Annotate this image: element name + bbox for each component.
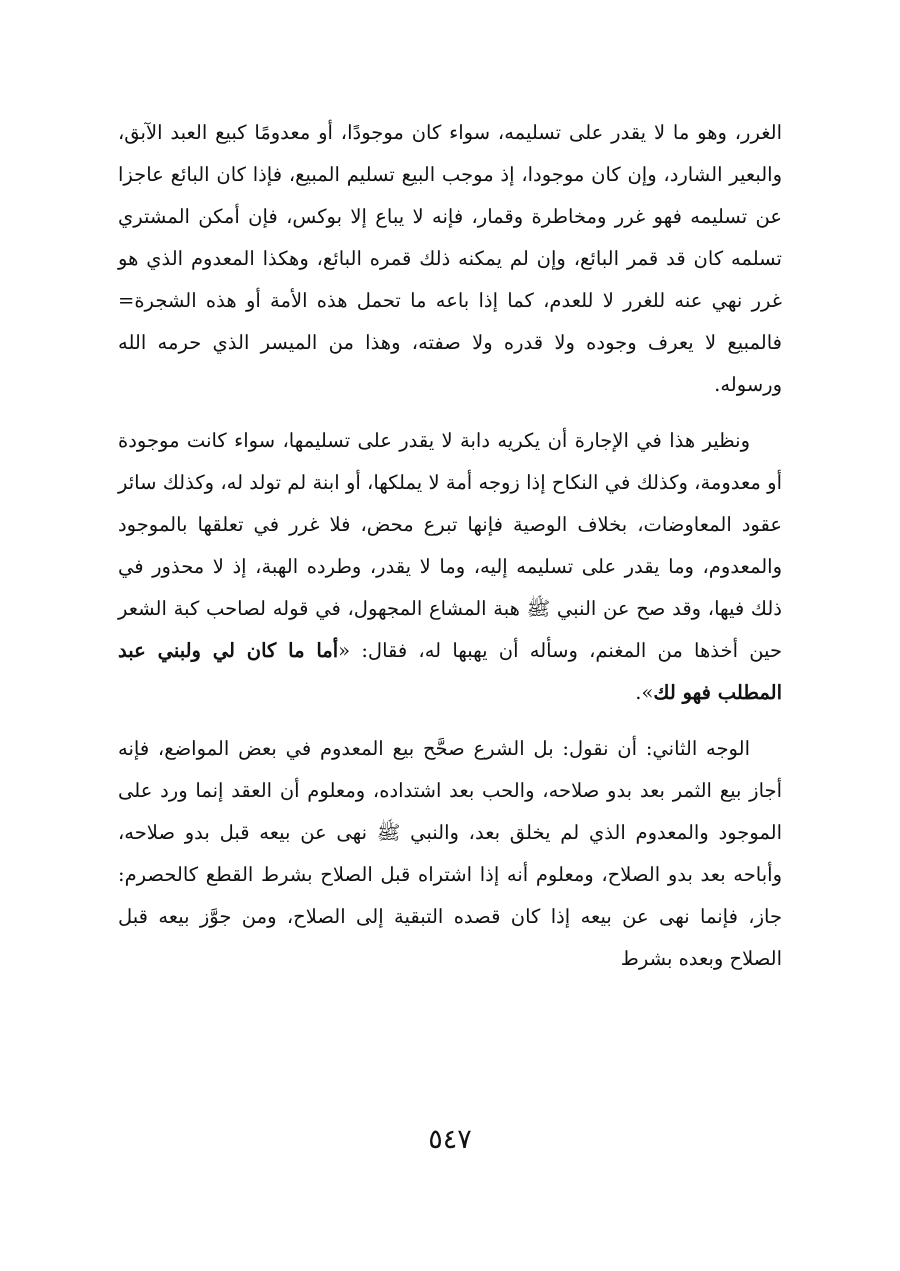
page-body [118,112,782,980]
quote-close: ». [635,681,654,704]
page-number: ٥٤٧ [428,1124,472,1155]
paragraph-gharar: الغرر، وهو ما لا يقدر على تسليمه، سواء كان موجودًا، أو معدومًا كبيع العبد الآبق، والبعير الشارد، وإن كان موجودا، إذ موجب البيع تسليم المبيع، فإذا كان البائع عاجزا عن تسليمه فهو غرر ومخاطرة وقمار، فإنه لا يباع إلا بوكس، فإن أمكن المشتري تسلمه كان قد قمر البائع، وإن لم يمكنه ذلك قمره البائع، وهكذا المعدوم الذي هو غرر نهي عنه للغرر لا للعدم، كما إذا باعه ما تحمل هذه الأمة أو هذه الشجرة= فالمبيع لا يعرف وجوده ولا قدره ولا صفته، وهذا من الميسر الذي حرمه الله ورسوله. [118,121,782,396]
paragraph-second-aspect: الوجه الثاني: أن نقول: بل الشرع صحَّح بيع المعدوم في بعض المواضع، فإنه أجاز بيع الثمر بعد بدو صلاحه، والحب بعد اشتداده، ومعلوم أن العقد إنما ورد على الموجود والمعدوم الذي لم يخلق بعد، والنبي ﷺ نهى عن بيعه قبل بدو صلاحه، وأباحه بعد بدو الصلاح، ومعلوم أنه إذا اشتراه قبل الصلاح بشرط القطع كالحصرم: جاز، فإنما نهى عن بيعه إذا كان قصده التبقية إلى الصلاح، ومن جوَّز بيعه قبل الصلاح وبعده بشرط [118,737,782,970]
hadith-quote: أما ما كان لي ولبني عبد المطلب فهو لك [118,639,782,704]
paragraph-ijara-text: ونظير هذا في الإجارة أن يكريه دابة لا يقدر على تسليمها، سواء كانت موجودة أو معدومة، وكذلك في النكاح إذا زوجه أمة لا يملكها، أو ابنة لم تولد له، وكذلك سائر عقود المعاوضات، بخلاف الوصية فإنها تبرع محض، فلا غرر في تعلقها بالموجود والمعدوم، وما يقدر على تسليمه إليه، وما لا يقدر، وطرده الهبة، إذ لا محذور في ذلك فيها، وقد صح عن النبي ﷺ هبة المشاع المجهول، في قوله لصاحب كبة الشعر حين أخذها من المغنم، وسأله أن يهبها له، فقال: « [118,429,782,662]
paragraph-ijara [118,420,782,714]
